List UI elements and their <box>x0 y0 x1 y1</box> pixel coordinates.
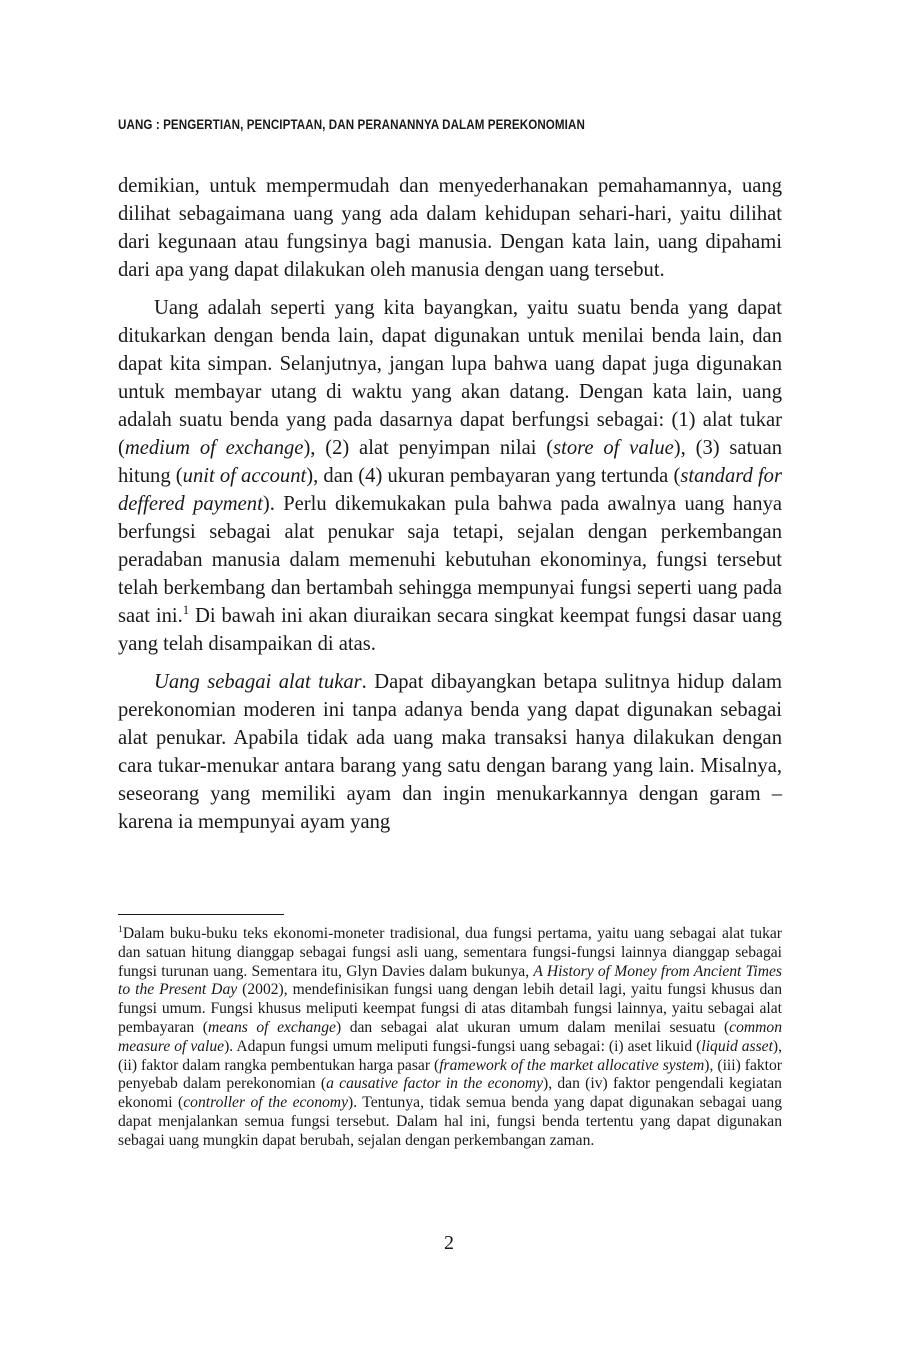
p2-text-4: ), dan (4) ukuran pembayaran yang tertunda ( <box>306 465 681 487</box>
p2-text-2: ), (2) alat penyimpan nilai ( <box>303 437 554 459</box>
fn-text-3: ) dan sebagai alat ukuran umum dalam menilai sesuatu ( <box>335 1018 730 1036</box>
term-store-of-value: store of value <box>553 437 674 459</box>
fn-text-1: Dalam buku-buku teks ekonomi-moneter tradisional, dua fungsi pertama, yaitu uang sebagai alat tukar dan satuan hitung dianggap sebagai fungsi asli uang, sementara fungsi-fungsi lainnya dianggap sebagai fungsi turunan uang. Sementara itu, Glyn Davies dalam bukunya, <box>118 925 782 980</box>
term-standard-deferred-payment: standard for deffered payment <box>118 465 782 515</box>
paragraph-2 <box>118 294 782 658</box>
p2-text-1: Uang adalah seperti yang kita bayangkan, yaitu suatu benda yang dapat ditukarkan dengan benda lain, dapat digunakan untuk menilai benda lain, dan dapat kita simpan. Selanjutnya, jangan lupa bahwa uang dapat juga digunakan untuk membayar utang di waktu yang akan datang. Dengan kata lain, uang adalah suatu benda yang pada dasarnya dapat berfungsi sebagai: (1) alat tukar ( <box>118 297 782 459</box>
fn-term-liquid-asset: liquid asset <box>701 1037 773 1055</box>
fn-term-controller: controller of the economy <box>183 1094 348 1112</box>
fn-term-framework: framework of the market allocative system <box>439 1056 705 1074</box>
section-lead-alat-tukar: Uang sebagai alat tukar <box>154 671 362 693</box>
p3-text-1: . Dapat dibayangkan betapa sulitnya hidup dalam perekonomian moderen ini tanpa adanya benda yang dapat digunakan sebagai alat penukar. Apabila tidak ada uang maka transaksi hanya dilakukan dengan cara tukar-menukar antara barang yang satu dengan barang yang lain. Misalnya, seseorang yang memiliki ayam dan ingin menukarkannya dengan garam – karena ia mempunyai ayam yang <box>118 671 783 833</box>
footnote-text <box>118 925 782 1151</box>
fn-text-6: ), (iii) faktor penyebab dalam perekonomian ( <box>118 1056 782 1093</box>
footnote-1 <box>118 925 782 1151</box>
footnote-marker: 1 <box>118 923 123 935</box>
page-number: 2 <box>444 1232 454 1254</box>
fn-term-common-measure: common measure of value <box>118 1018 782 1055</box>
main-body-text <box>118 172 782 836</box>
p2-text-5: ). Perlu dikemukakan pula bahwa pada awalnya uang hanya berfungsi sebagai alat penukar saja tetapi, sejalan dengan perkembangan peradaban manusia dalam memenuhi kebutuhan ekonominya, fungsi tersebut telah berkembang dan bertambah sehingga mempunyai fungsi seperti uang pada saat ini. <box>118 493 783 627</box>
footnote-separator <box>118 914 284 915</box>
fn-term-means-of-exchange: means of exchange <box>207 1018 336 1036</box>
running-header: UANG : PENGERTIAN, PENCIPTAAN, DAN PERANANNYA DALAM PEREKONOMIAN <box>118 117 585 132</box>
fn-text-7: ), dan (iv) faktor pengendali kegiatan ekonomi ( <box>118 1075 782 1112</box>
term-medium-of-exchange: medium of exchange <box>124 437 304 459</box>
fn-text-4: ). Adapun fungsi umum meliputi fungsi-fungsi uang sebagai: (i) aset likuid ( <box>224 1037 702 1055</box>
fn-book-title: A History of Money from Ancient Times to the Present Day <box>118 962 783 999</box>
term-unit-of-account: unit of account <box>182 465 307 487</box>
paragraph-1: demikian, untuk mempermudah dan menyederhanakan pemahamannya, uang dilihat sebagaimana uang yang ada dalam kehidupan sehari-hari, yaitu dilihat dari kegunaan atau fungsinya bagi manusia. Dengan kata lain, uang dipahami dari apa yang dapat dilakukan oleh manusia dengan uang tersebut. <box>118 175 782 281</box>
p2-text-6: Di bawah ini akan diuraikan secara singkat keempat fungsi dasar uang yang telah disampaikan di atas. <box>118 605 782 655</box>
footnote-reference[interactable]: 1 <box>182 603 190 618</box>
fn-text-2: (2002), mendefinisikan fungsi uang dengan lebih detail lagi, yaitu fungsi khusus dan fungsi umum. Fungsi khusus meliputi keempat fungsi di atas ditambah fungsi lainnya, yaitu sebagai alat pembayaran ( <box>118 981 782 1036</box>
fn-term-causative-factor: a causative factor in the economy <box>326 1075 543 1093</box>
p2-text-3: ), (3) satuan hitung ( <box>118 437 783 487</box>
fn-text-8: ). Tentunya, tidak semua benda yang dapat digunakan sebagai uang dapat menjalankan semua fungsi tersebut. Dalam hal ini, fungsi benda tertentu yang dapat digunakan sebagai uang mungkin dapat berubah, sejalan dengan perkembangan zaman. <box>118 1094 782 1149</box>
fn-text-5: ), (ii) faktor dalam rangka pembentukan harga pasar ( <box>118 1037 783 1074</box>
paragraph-3 <box>118 668 782 836</box>
